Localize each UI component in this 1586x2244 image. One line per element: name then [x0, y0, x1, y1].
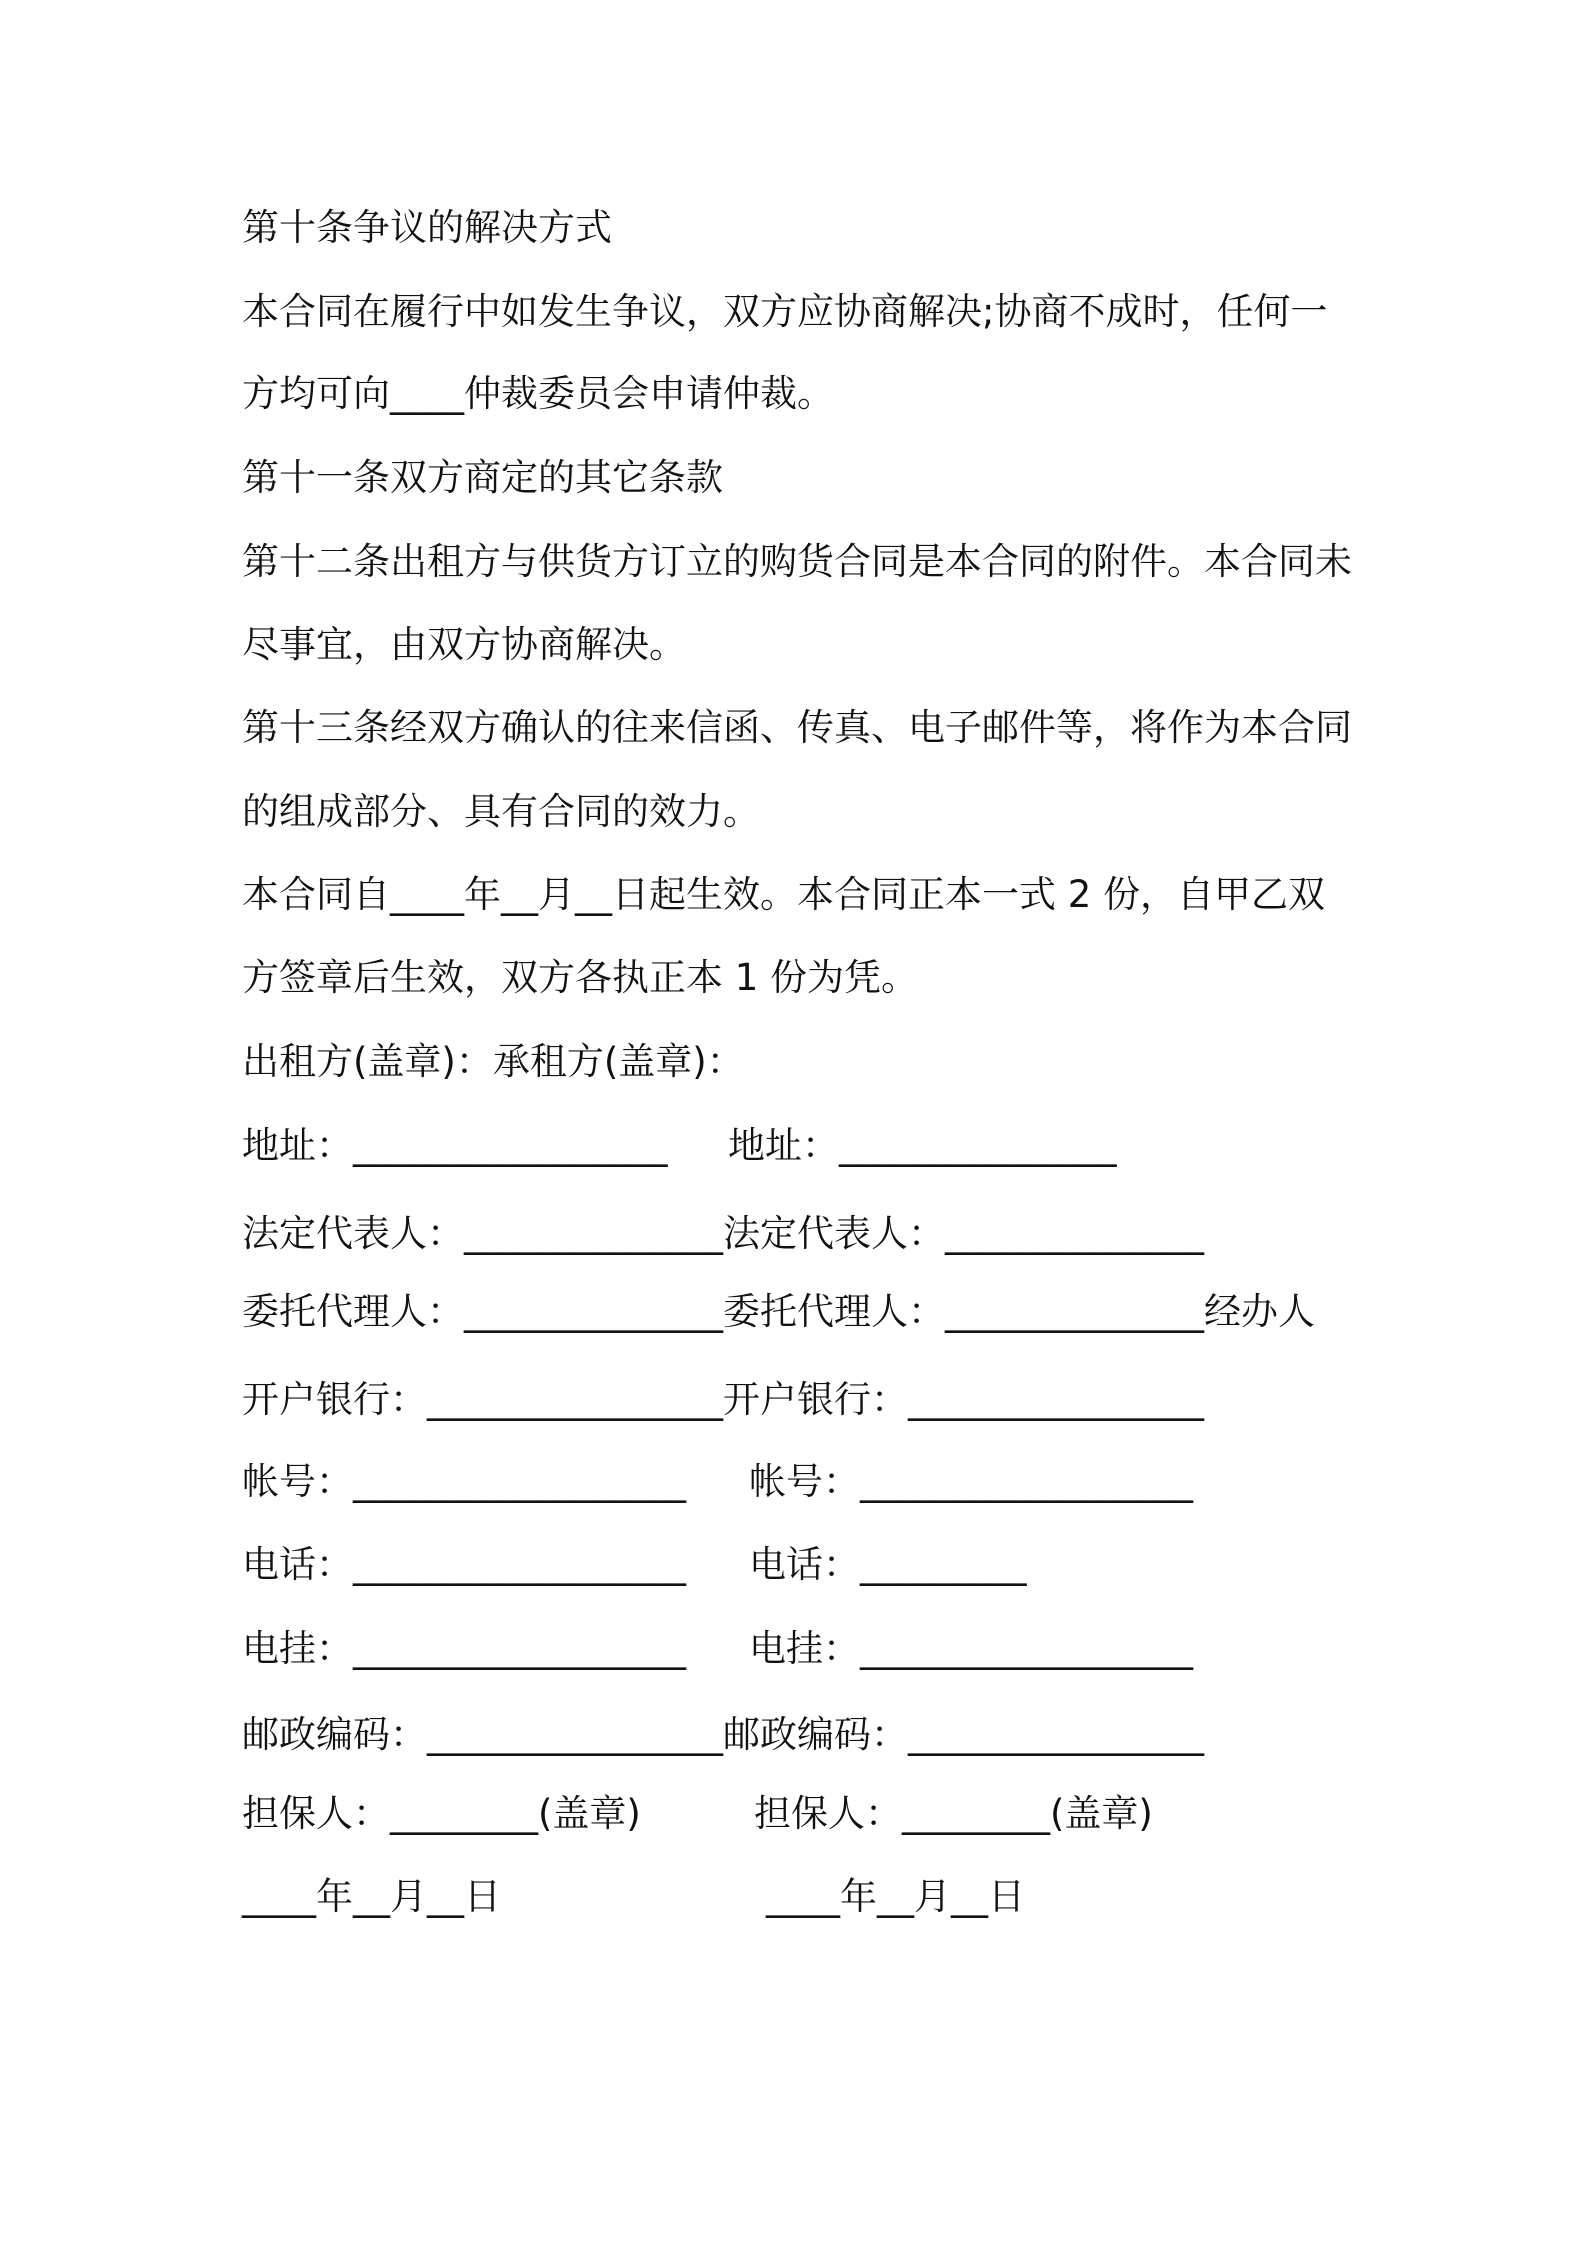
article-13-line-2: 的组成部分、具有合同的效力。 [242, 790, 760, 833]
lessor-guarantor-field: 担保人：________(盖章) [242, 1792, 641, 1835]
lessor-account-field: 帐号：__________________ [242, 1460, 686, 1503]
lessee-guarantor-field: 担保人：________(盖章) [754, 1792, 1153, 1835]
lessee-account-field: 帐号：__________________ [749, 1460, 1193, 1503]
bank-line: 开户银行：________________开户银行：________________ [242, 1378, 1204, 1421]
lessor-telegraph-field: 电挂：__________________ [242, 1627, 686, 1670]
effective-date-line-1: 本合同自____年__月__日起生效。本合同正本一式 2 份，自甲乙双 [242, 873, 1326, 916]
lessor-address-field: 地址：_________________ [242, 1124, 668, 1167]
article-10-body-line-1: 本合同在履行中如发生争议，双方应协商解决;协商不成时，任何一 [242, 290, 1328, 333]
postal-code-line: 邮政编码：________________邮政编码：________________ [242, 1713, 1204, 1756]
effective-date-line-2: 方签章后生效，双方各执正本 1 份为凭。 [242, 956, 919, 999]
parties-seal-line: 出租方(盖章)：承租方(盖章)： [242, 1040, 744, 1083]
authorized-agent-line: 委托代理人：______________委托代理人：______________经办人 [242, 1290, 1315, 1333]
lessee-phone-field: 电话：_________ [749, 1543, 1027, 1586]
article-12-line-2: 尽事宜，由双方协商解决。 [242, 623, 686, 666]
article-13-line-1: 第十三条经双方确认的往来信函、传真、电子邮件等，将作为本合同 [242, 706, 1352, 749]
article-10-body-line-2: 方均可向____仲裁委员会申请仲裁。 [242, 372, 834, 415]
article-12-line-1: 第十二条出租方与供货方订立的购货合同是本合同的附件。本合同未 [242, 540, 1352, 583]
legal-representative-line: 法定代表人：______________法定代表人：______________ [242, 1212, 1204, 1255]
article-11-title: 第十一条双方商定的其它条款 [242, 456, 723, 499]
lessee-sign-date: ____年__月__日 [766, 1875, 1025, 1918]
lessor-phone-field: 电话：__________________ [242, 1543, 686, 1586]
lessee-telegraph-field: 电挂：__________________ [749, 1627, 1193, 1670]
lessee-address-field: 地址：_______________ [728, 1124, 1117, 1167]
article-10-title: 第十条争议的解决方式 [242, 206, 612, 249]
lessor-sign-date: ____年__月__日 [242, 1875, 501, 1918]
